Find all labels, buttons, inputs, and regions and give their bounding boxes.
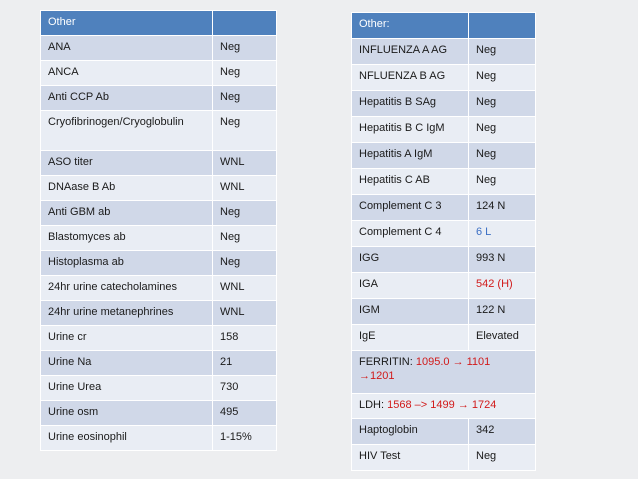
test-name: Anti CCP Ab xyxy=(41,86,213,111)
test-name: ANA xyxy=(41,36,213,61)
table-row xyxy=(352,325,536,351)
test-value: Neg xyxy=(213,226,277,251)
test-name: Complement C 3 xyxy=(352,195,469,221)
ldh-cell xyxy=(352,394,536,419)
test-name: Blastomyces ab xyxy=(41,226,213,251)
header-cell: Other xyxy=(41,11,213,36)
test-name: Urine Na xyxy=(41,351,213,376)
table-header-row xyxy=(352,13,536,39)
test-name: IGM xyxy=(352,299,469,325)
table-row xyxy=(352,143,536,169)
table-row xyxy=(352,247,536,273)
arrow-right-icon: → xyxy=(452,356,464,368)
table-row xyxy=(41,111,277,151)
table-row xyxy=(41,401,277,426)
test-value: Neg xyxy=(213,111,277,151)
arrow-right-icon: → xyxy=(359,370,370,382)
table-row xyxy=(41,301,277,326)
test-value: Neg xyxy=(469,91,536,117)
table-row xyxy=(41,151,277,176)
test-value: Neg xyxy=(213,61,277,86)
right-lab-table xyxy=(351,12,536,471)
ldh-label: LDH: xyxy=(359,399,385,411)
table-row xyxy=(352,445,536,471)
ferritin-label: FERRITIN: xyxy=(359,356,413,368)
test-name: NFLUENZA B AG xyxy=(352,65,469,91)
test-value: 6 L xyxy=(469,221,536,247)
dashed-arrow-text: –> xyxy=(414,399,428,411)
left-lab-table xyxy=(40,10,277,451)
table-row xyxy=(352,419,536,445)
test-value: 542 (H) xyxy=(469,273,536,299)
test-name: ASO titer xyxy=(41,151,213,176)
test-value: 158 xyxy=(213,326,277,351)
test-value: 495 xyxy=(213,401,277,426)
test-name: INFLUENZA A AG xyxy=(352,39,469,65)
test-name: Cryofibrinogen/Cryoglobulin xyxy=(41,111,213,151)
table-row xyxy=(352,195,536,221)
ferritin-cell xyxy=(352,351,536,394)
test-value: 342 xyxy=(469,419,536,445)
table-row xyxy=(41,251,277,276)
test-value: 124 N xyxy=(469,195,536,221)
ldh-row xyxy=(352,394,536,419)
test-name: Hepatitis C AB xyxy=(352,169,469,195)
test-name: 24hr urine metanephrines xyxy=(41,301,213,326)
table-row xyxy=(41,201,277,226)
table-row xyxy=(352,273,536,299)
test-name: IGA xyxy=(352,273,469,299)
test-name: ANCA xyxy=(41,61,213,86)
test-name: Urine eosinophil xyxy=(41,426,213,451)
table-row xyxy=(352,221,536,247)
test-value: WNL xyxy=(213,301,277,326)
test-value: WNL xyxy=(213,276,277,301)
test-value: Neg xyxy=(213,36,277,61)
test-name: HIV Test xyxy=(352,445,469,471)
ferritin-value-3: 1201 xyxy=(370,370,395,382)
table-row xyxy=(41,426,277,451)
test-value: Elevated xyxy=(469,325,536,351)
table-row xyxy=(352,91,536,117)
table-row xyxy=(352,39,536,65)
table-row xyxy=(41,36,277,61)
header-cell-empty xyxy=(469,13,536,39)
table-row xyxy=(41,86,277,111)
table-row xyxy=(352,117,536,143)
test-value: Neg xyxy=(469,65,536,91)
test-value: Neg xyxy=(213,86,277,111)
test-value: Neg xyxy=(469,117,536,143)
test-name: 24hr urine catecholamines xyxy=(41,276,213,301)
test-name: Urine osm xyxy=(41,401,213,426)
test-name: Hepatitis A IgM xyxy=(352,143,469,169)
ldh-value-1: 1568 xyxy=(387,399,412,411)
test-name: DNAase B Ab xyxy=(41,176,213,201)
test-value: Neg xyxy=(469,39,536,65)
table-row xyxy=(41,61,277,86)
table-row xyxy=(352,65,536,91)
table-row xyxy=(41,276,277,301)
table-row xyxy=(41,351,277,376)
test-name: Hepatitis B SAg xyxy=(352,91,469,117)
test-name: Urine Urea xyxy=(41,376,213,401)
ldh-value-3: 1724 xyxy=(471,399,497,411)
header-cell-empty xyxy=(213,11,277,36)
test-value: 1-15% xyxy=(213,426,277,451)
table-row xyxy=(41,376,277,401)
test-name: Anti GBM ab xyxy=(41,201,213,226)
header-cell: Other: xyxy=(352,13,469,39)
test-name: IGG xyxy=(352,247,469,273)
test-name: Urine cr xyxy=(41,326,213,351)
test-value: Neg xyxy=(469,169,536,195)
table-row xyxy=(41,226,277,251)
test-value: Neg xyxy=(469,143,536,169)
ferritin-row xyxy=(352,351,536,394)
table-row xyxy=(41,326,277,351)
test-value: 993 N xyxy=(469,247,536,273)
test-name: Complement C 4 xyxy=(352,221,469,247)
ferritin-value-1: 1095.0 xyxy=(415,356,450,368)
test-value: Neg xyxy=(469,445,536,471)
test-value: Neg xyxy=(213,251,277,276)
test-value: WNL xyxy=(213,151,277,176)
test-value: Neg xyxy=(213,201,277,226)
table-header-row xyxy=(41,11,277,36)
table-row xyxy=(352,299,536,325)
ferritin-value-2: 1101 xyxy=(466,356,491,368)
test-name: Histoplasma ab xyxy=(41,251,213,276)
table-row xyxy=(41,176,277,201)
test-value: 730 xyxy=(213,376,277,401)
ldh-value-2: 1499 xyxy=(430,399,455,411)
arrow-right-icon: → xyxy=(457,399,469,411)
test-name: Hepatitis B C IgM xyxy=(352,117,469,143)
test-name: IgE xyxy=(352,325,469,351)
table-row xyxy=(352,169,536,195)
test-value: WNL xyxy=(213,176,277,201)
test-value: 122 N xyxy=(469,299,536,325)
test-name: Haptoglobin xyxy=(352,419,469,445)
test-value: 21 xyxy=(213,351,277,376)
